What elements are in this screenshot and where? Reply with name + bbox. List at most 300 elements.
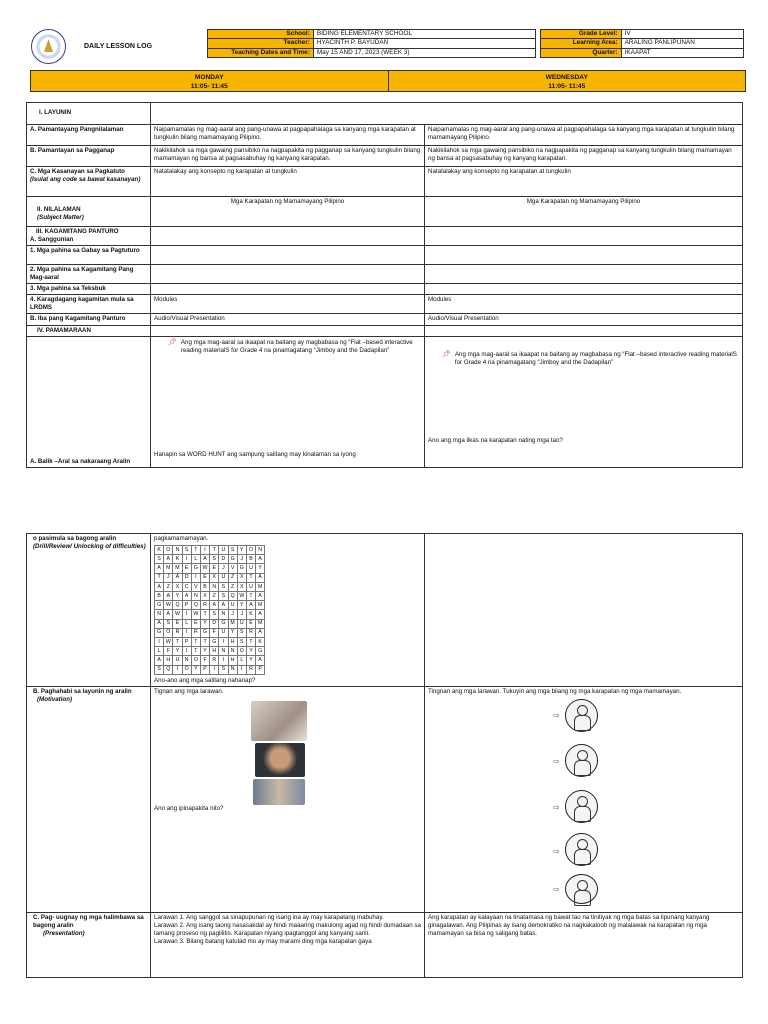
word-hunt-cell: S: [164, 619, 173, 628]
row-kagamitang-mag-aaral: [27, 265, 743, 284]
word-hunt-cell: T: [191, 546, 200, 555]
log-title: DAILY LESSON LOG: [84, 43, 153, 50]
word-hunt-cell: Y: [200, 647, 209, 656]
day-header-bar: [30, 70, 746, 92]
word-hunt-grid: [154, 545, 265, 675]
dates-label: Teaching Dates and Time:: [208, 48, 314, 57]
pag-uugnay-wednesday: Ang karapatan ay kalayaan na tinatamasa ng bawat tao na tinitiyak ng mga batas sa lipunang kanyang ginagalawan. Ang Pilipinas ay isang demokratiko na nagkakaloob ng malalawak na karapatan ng mga mamamayan sa bisa ng saligang batas.: [425, 912, 743, 977]
grade-label: Grade Level:: [541, 30, 622, 39]
balik-label: A. Balik –Aral sa nakaraang Aralin: [27, 336, 151, 467]
word-hunt-cell: P: [182, 637, 191, 646]
word-hunt-cell: Y: [237, 601, 246, 610]
larawan-2-text: Larawan 2. Ang isang taong nasasakdal ay hindi maaaring makulong agad ng hindi dumadaan sa tamang proseso ng paglilitis. Karapatan niyang ipagtanggol ang kanyang sarili.: [154, 921, 421, 937]
r4-monday: Modules: [151, 295, 425, 314]
word-hunt-cell: K: [256, 637, 265, 646]
lesson-table-page1: [26, 102, 743, 468]
day-wednesday: [388, 71, 746, 91]
word-hunt-cell: E: [191, 619, 200, 628]
word-hunt-cell: O: [246, 546, 255, 555]
word-hunt-cell: I: [210, 665, 219, 674]
word-hunt-cell: F: [164, 647, 173, 656]
word-hunt-cell: W: [237, 592, 246, 601]
hands-photo: [255, 743, 305, 777]
word-hunt-cell: R: [191, 628, 200, 637]
lesson-table-page2: [26, 533, 743, 978]
word-hunt-cell: A: [164, 610, 173, 619]
word-hunt-cell: S: [182, 546, 191, 555]
word-hunt-cell: N: [228, 647, 237, 656]
word-hunt-cell: I: [182, 628, 191, 637]
day-wednesday-name: WEDNESDAY: [545, 74, 588, 81]
layunin-label: I. LAYUNIN: [27, 103, 151, 125]
ii-label: II. NILALAMAN: [37, 206, 81, 213]
word-hunt-cell: C: [182, 582, 191, 591]
word-hunt-row: [155, 647, 265, 656]
wednesday-question-text: Ano ang mga likas na karapatan nating mga tao?: [428, 436, 563, 444]
area-value: ARALING PANLIPUNAN: [621, 39, 743, 48]
pag-uugnay-label-cell: [27, 912, 151, 977]
word-hunt-cell: X: [200, 592, 209, 601]
arrow-icon: ⇨: [553, 756, 560, 766]
word-hunt-cell: U: [219, 573, 228, 582]
wordhunt-question: Ano-ano ang mga salitang nahanap?: [154, 676, 256, 684]
word-hunt-cell: A: [210, 601, 219, 610]
word-hunt-cell: M: [173, 564, 182, 573]
word-hunt-cell: V: [228, 564, 237, 573]
word-hunt-cell: W: [200, 564, 209, 573]
monday-look-text: Tignan ang mga larawan.: [154, 687, 224, 695]
header-row-teacher: [208, 39, 536, 48]
day-monday: [31, 71, 388, 91]
word-hunt-cell: U: [246, 564, 255, 573]
wednesday-look-text: Tingnan ang mga larawan. Tukuyin ang mga bilang ng mga karapatan ng mga mamamayan.: [428, 687, 682, 695]
r3-monday: [151, 284, 425, 295]
word-hunt-cell: K: [173, 555, 182, 564]
quarter-value: IKAAPAT: [621, 48, 743, 57]
word-hunt-cell: O: [237, 647, 246, 656]
header-row-dates: [208, 48, 536, 57]
word-hunt-cell: N: [191, 592, 200, 601]
word-hunt-cell: G: [256, 647, 265, 656]
word-hunt-cell: I: [182, 647, 191, 656]
word-hunt-row: [155, 555, 265, 564]
balik-monday: [151, 336, 425, 467]
row-teksbuk: [27, 284, 743, 295]
paghahabi-sublabel: (Motivation): [37, 695, 73, 703]
word-hunt-cell: H: [228, 656, 237, 665]
layunin-cell: [151, 103, 743, 125]
word-hunt-row: [155, 592, 265, 601]
paghahabi-wednesday: [425, 686, 743, 912]
ii-wednesday: Mga Karapatan ng Mamamayang Pilipino: [425, 197, 743, 227]
word-hunt-cell: S: [228, 546, 237, 555]
r1-monday: [151, 246, 425, 265]
word-hunt-cell: R: [246, 628, 255, 637]
c-monday: Natatalakay ang konsepto ng karapatan at tungkulin: [151, 167, 425, 197]
word-hunt-cell: S: [210, 555, 219, 564]
word-hunt-cell: Y: [246, 647, 255, 656]
word-hunt-cell: A: [256, 592, 265, 601]
word-hunt-cell: Y: [173, 647, 182, 656]
word-hunt-cell: W: [164, 637, 173, 646]
pasimula-monday: [151, 534, 425, 687]
word-hunt-row: [155, 573, 265, 582]
word-hunt-cell: X: [173, 582, 182, 591]
word-hunt-cell: N: [228, 665, 237, 674]
c-sublabel: (Isulat ang code sa bawat kasanayan): [30, 176, 141, 184]
word-hunt-cell: O: [164, 628, 173, 637]
word-hunt-cell: V: [191, 582, 200, 591]
word-hunt-cell: P: [200, 665, 209, 674]
word-hunt-cell: L: [182, 619, 191, 628]
word-hunt-cell: T: [210, 546, 219, 555]
word-hunt-row: [155, 610, 265, 619]
word-hunt-row: [155, 665, 265, 674]
row-pamamaraan: [27, 325, 743, 336]
school-label: School:: [208, 30, 314, 39]
word-hunt-cell: G: [228, 555, 237, 564]
word-hunt-row: [155, 546, 265, 555]
word-hunt-cell: L: [191, 555, 200, 564]
b2-wednesday: Audio/Visual Presentation: [425, 314, 743, 325]
word-hunt-cell: A: [155, 564, 164, 573]
word-hunt-cell: S: [219, 665, 228, 674]
arrow-icon: ⇨: [553, 802, 560, 812]
iii-wednesday: [425, 227, 743, 246]
word-hunt-cell: E: [246, 619, 255, 628]
word-hunt-cell: A: [256, 610, 265, 619]
word-hunt-cell: Z: [210, 592, 219, 601]
word-hunt-cell: N: [173, 546, 182, 555]
word-hunt-cell: S: [219, 592, 228, 601]
arrow-icon: ⇨: [553, 710, 560, 720]
word-hunt-cell: Z: [164, 582, 173, 591]
word-hunt-cell: O: [191, 656, 200, 665]
word-hunt-cell: N: [256, 546, 265, 555]
word-hunt-cell: Z: [228, 582, 237, 591]
word-hunt-cell: N: [155, 610, 164, 619]
row-kagamitang-panturo: [27, 227, 743, 246]
word-hunt-cell: J: [228, 610, 237, 619]
wednesday-reading-text: Ang mga mag-aaral sa ikaapat na baitang ay magbabasa ng “Flat –based interactive reading materialS for Grade 4 na pinamagatang “Jimboy and the Dadapilan”: [454, 350, 737, 366]
word-hunt-cell: U: [219, 546, 228, 555]
word-hunt-cell: Q: [173, 601, 182, 610]
word-hunt-cell: T: [173, 637, 182, 646]
word-hunt-cell: M: [256, 601, 265, 610]
day-monday-time: 11:05- 11:45: [190, 83, 228, 90]
pasimula-label: o pasimula sa bagong aralin: [33, 535, 117, 542]
word-hunt-cell: T: [246, 573, 255, 582]
word-hunt-cell: A: [155, 619, 164, 628]
pag-uugnay-sublabel: (Presentation): [43, 929, 85, 937]
word-hunt-cell: G: [155, 601, 164, 610]
day-wednesday-time: 11:05- 11:45: [548, 83, 586, 90]
monday-reading-item: [154, 338, 421, 355]
word-hunt-cell: I: [155, 637, 164, 646]
row-kasanayan: [27, 167, 743, 197]
word-hunt-cell: A: [182, 592, 191, 601]
header-row-quarter: [541, 48, 744, 57]
word-hunt-cell: J: [237, 555, 246, 564]
word-hunt-cell: F: [200, 656, 209, 665]
word-hunt-cell: U: [173, 656, 182, 665]
larawan-3-text: Larawan 3. Bilang batang katulad mo ay may marami ding mga karapatan gaya: [154, 937, 372, 945]
row-layunin: [27, 103, 743, 125]
deped-seal-logo: [31, 29, 66, 64]
word-hunt-cell: A: [164, 555, 173, 564]
word-hunt-cell: G: [200, 628, 209, 637]
word-hunt-cell: Q: [164, 665, 173, 674]
word-hunt-cell: G: [210, 637, 219, 646]
word-hunt-cell: A: [155, 582, 164, 591]
word-hunt-cell: U: [219, 628, 228, 637]
balik-wednesday: [425, 336, 743, 467]
word-hunt-cell: W: [164, 601, 173, 610]
word-hunt-cell: M: [256, 619, 265, 628]
word-hunt-cell: R: [200, 601, 209, 610]
word-hunt-cell: L: [237, 656, 246, 665]
b2-monday: Audio/Visual Presentation: [151, 314, 425, 325]
school-value: BIDING ELEMENTARY SCHOOL: [313, 30, 535, 39]
word-hunt-cell: O: [164, 546, 173, 555]
child-rights-picture-2: [565, 744, 598, 777]
word-hunt-cell: T: [246, 637, 255, 646]
pasimula-continuation: pagkamamamayan.: [154, 535, 209, 542]
word-hunt-cell: P: [182, 601, 191, 610]
word-hunt-cell: X: [210, 573, 219, 582]
word-hunt-cell: T: [200, 610, 209, 619]
child-rights-picture-4: [565, 833, 598, 866]
word-hunt-cell: D: [219, 555, 228, 564]
word-hunt-cell: I: [182, 555, 191, 564]
word-hunt-cell: S: [237, 637, 246, 646]
word-hunt-cell: H: [164, 656, 173, 665]
b-monday: Nakikilahok sa mga gawaing pansibiko na nagpapakita ng pagganap sa kanyang tungkulin bilang mamamayan ng bansa at pagsasabuhay ng kanyang karapatan.: [151, 146, 425, 167]
word-hunt-cell: G: [219, 619, 228, 628]
word-hunt-row: [155, 637, 265, 646]
a-wednesday: Naipamamalas ng mag-aaral ang pang-unawa at pagpapahalaga sa kanyang mga karapatan at tungkulin bilang mamamayang Pilipino.: [425, 125, 743, 146]
word-hunt-cell: G: [237, 564, 246, 573]
word-hunt-cell: I: [182, 610, 191, 619]
row-gabay: [27, 246, 743, 265]
word-hunt-cell: Y: [246, 656, 255, 665]
word-hunt-cell: T: [200, 637, 209, 646]
header-row-grade: [541, 30, 744, 39]
iv-label: IV. PAMAMARAAN: [27, 325, 151, 336]
header-fields-right: [540, 29, 744, 58]
dates-value: May 15 AND 17, 2023 (WEEK 3): [313, 48, 535, 57]
row-pamantayan-pagganap: [27, 146, 743, 167]
c-label: C. Mga Kasanayan sa Pagkatuto: [30, 168, 125, 175]
family-photo: [253, 779, 305, 805]
word-hunt-cell: Q: [228, 592, 237, 601]
word-hunt-cell: I: [219, 637, 228, 646]
word-hunt-cell: X: [237, 573, 246, 582]
word-hunt-cell: U: [246, 582, 255, 591]
word-hunt-cell: R: [210, 656, 219, 665]
monday-reading-text: Ang mga mag-aaral sa ikaapat na baitang ay magbabasa ng “Flat –based interactive reading materialS for Grade 4 na pinamagatang “Jimboy and the Dadapilan”: [180, 338, 413, 354]
word-hunt-cell: A: [173, 573, 182, 582]
word-hunt-cell: Q: [191, 601, 200, 610]
ii-monday: Mga Karapatan ng Mamamayang Pilipino: [151, 197, 425, 227]
pasimula-label-cell: [27, 534, 151, 687]
teacher-value: HYACINTH P. BAYUDAN: [313, 39, 535, 48]
row-lrdms: [27, 295, 743, 314]
paghahabi-monday: [151, 686, 425, 912]
word-hunt-cell: S: [210, 610, 219, 619]
word-hunt-cell: O: [182, 665, 191, 674]
word-hunt-cell: A: [155, 656, 164, 665]
word-hunt-cell: A: [200, 555, 209, 564]
word-hunt-cell: A: [219, 601, 228, 610]
r3-wednesday: [425, 284, 743, 295]
word-hunt-cell: S: [219, 582, 228, 591]
iii-monday: [151, 227, 425, 246]
word-hunt-cell: E: [173, 619, 182, 628]
word-hunt-row: [155, 656, 265, 665]
word-hunt-cell: S: [237, 628, 246, 637]
arrow-icon: ⇨: [553, 884, 560, 894]
header-row-area: [541, 39, 744, 48]
area-label: Learning Area:: [541, 39, 622, 48]
word-hunt-cell: S: [155, 555, 164, 564]
word-hunt-cell: I: [200, 546, 209, 555]
word-hunt-cell: M: [228, 619, 237, 628]
word-hunt-cell: I: [173, 665, 182, 674]
iv-monday: [151, 325, 425, 336]
row-pag-uugnay: [27, 912, 743, 977]
word-hunt-cell: Y: [237, 546, 246, 555]
pag-uugnay-label: C. Pag- uugnay ng mga halimbawa sa bagong aralin: [33, 913, 144, 929]
row-paghahabi: [27, 686, 743, 912]
word-hunt-cell: F: [210, 628, 219, 637]
word-hunt-cell: Z: [228, 573, 237, 582]
paghahabi-label-cell: [27, 686, 151, 912]
r1-wednesday: [425, 246, 743, 265]
r4-label: 4. Karagdagang kagamitan mula sa LRDMS: [27, 295, 151, 314]
word-hunt-cell: B: [200, 582, 209, 591]
word-hunt-cell: U: [237, 619, 246, 628]
paghahabi-label: B. Paghahabi sa layunin ng aralin: [33, 687, 132, 695]
header-fields-left: [207, 29, 536, 58]
b-label: B. Pamantayan sa Pagganap: [27, 146, 151, 167]
word-hunt-cell: W: [173, 610, 182, 619]
row-balik-aral: [27, 336, 743, 467]
word-hunt-cell: K: [155, 546, 164, 555]
ii-sublabel: (Subject Matter): [37, 214, 84, 222]
word-hunt-cell: G: [191, 564, 200, 573]
word-hunt-cell: Y: [200, 619, 209, 628]
word-hunt-cell: N: [182, 656, 191, 665]
ii-label-cell: [27, 197, 151, 227]
word-hunt-cell: N: [219, 647, 228, 656]
word-hunt-cell: R: [173, 628, 182, 637]
word-hunt-cell: N: [219, 610, 228, 619]
mother-baby-photo: [251, 701, 307, 741]
word-hunt-cell: A: [256, 573, 265, 582]
word-hunt-cell: U: [228, 601, 237, 610]
word-hunt-cell: B: [246, 555, 255, 564]
monday-wordhunt-text: Hanapin sa WORD HUNT ang sampung salitang may kinalaman sa iyong: [154, 450, 356, 458]
monday-question-text: Ano ang ipinapakita nito?: [154, 804, 224, 812]
word-hunt-cell: M: [164, 564, 173, 573]
iii-a-label: A. Sanggunian: [30, 236, 74, 244]
word-hunt-row: [155, 601, 265, 610]
word-hunt-cell: E: [210, 564, 219, 573]
word-hunt-cell: R: [246, 665, 255, 674]
iii-label-cell: [27, 227, 151, 246]
larawan-1-text: Larawan 1. Ang sanggol sa sinapupunan ng isang ina ay may karapatang mabuhay.: [154, 913, 384, 921]
c-label-cell: [27, 167, 151, 197]
r4-wednesday: Modules: [425, 295, 743, 314]
word-hunt-cell: H: [210, 647, 219, 656]
word-hunt-cell: B: [155, 592, 164, 601]
r2-label: 2. Mga pahina sa Kagamitang Pang Mag-aaral: [27, 265, 151, 284]
pasimula-wednesday: [425, 534, 743, 687]
word-hunt-row: [155, 564, 265, 573]
word-hunt-cell: Y: [173, 592, 182, 601]
r2-wednesday: [425, 265, 743, 284]
word-hunt-cell: D: [182, 573, 191, 582]
word-hunt-cell: A: [256, 555, 265, 564]
iii-label: III. KAGAMITANG PANTURO: [36, 228, 119, 235]
word-hunt-cell: Y: [191, 665, 200, 674]
word-hunt-cell: S: [155, 665, 164, 674]
word-hunt-cell: J: [237, 610, 246, 619]
word-hunt-cell: Y: [256, 564, 265, 573]
child-rights-picture-3: [565, 790, 598, 823]
grade-value: IV: [621, 30, 743, 39]
c-wednesday: Natatalakay ang konsepto ng karapatan at tungkulin: [425, 167, 743, 197]
arrow-icon: ⇨: [553, 846, 560, 856]
word-hunt-cell: X: [237, 582, 246, 591]
word-hunt-cell: M: [256, 582, 265, 591]
r3-label: 3. Mga pahina sa Teksbuk: [27, 284, 151, 295]
word-hunt-row: [155, 582, 265, 591]
quarter-label: Quarter:: [541, 48, 622, 57]
header-row-school: [208, 30, 536, 39]
word-hunt-cell: K: [246, 610, 255, 619]
word-hunt-cell: T: [155, 573, 164, 582]
word-hunt-cell: A: [256, 656, 265, 665]
word-hunt-cell: I: [237, 665, 246, 674]
word-hunt-row: [155, 628, 265, 637]
word-hunt-cell: E: [200, 573, 209, 582]
word-hunt-cell: N: [210, 582, 219, 591]
word-hunt-cell: H: [228, 637, 237, 646]
word-hunt-cell: T: [191, 637, 200, 646]
word-hunt-cell: W: [191, 610, 200, 619]
pag-uugnay-monday: [151, 912, 425, 977]
a-monday: Naipamamalas ng mag-aaral ang pang-unawa at pagpapahalaga sa kanyang mga karapatan at tungkulin bilang mamamayang Pilipino.: [151, 125, 425, 146]
word-hunt-cell: T: [246, 592, 255, 601]
word-hunt-cell: A: [256, 628, 265, 637]
row-pamantayang-pangnilalaman: [27, 125, 743, 146]
child-rights-picture-1: [565, 699, 598, 732]
row-nilalaman: [27, 197, 743, 227]
b2-label: B. Iba pang Kagamitang Panturo: [27, 314, 151, 325]
r2-monday: [151, 265, 425, 284]
teacher-label: Teacher:: [208, 39, 314, 48]
word-hunt-cell: A: [164, 592, 173, 601]
iv-wednesday: [425, 325, 743, 336]
word-hunt-cell: J: [164, 573, 173, 582]
child-rights-picture-5: [565, 874, 598, 904]
word-hunt-cell: I: [219, 656, 228, 665]
pushpin-icon: 📌︎: [442, 350, 451, 358]
pasimula-sublabel: (Drill/Review/ Unlocking of difficulties): [33, 543, 146, 551]
word-hunt-cell: A: [246, 601, 255, 610]
